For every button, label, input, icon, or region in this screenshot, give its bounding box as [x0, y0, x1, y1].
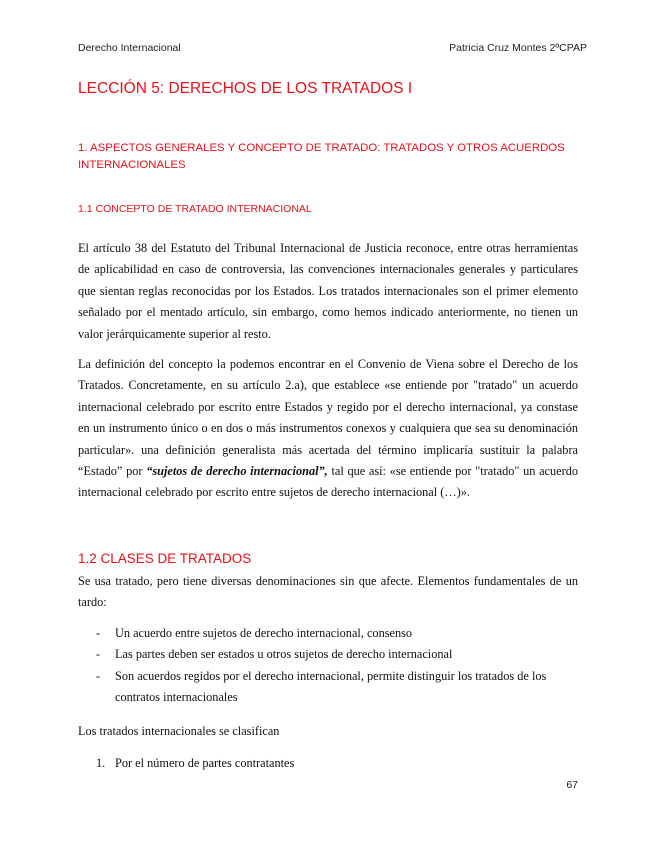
item-number: 1. [96, 756, 106, 770]
bullet-dash: - [96, 647, 101, 662]
running-header-author: Patricia Cruz Montes 2ºCPAP [449, 42, 587, 54]
bullet-dash: - [96, 668, 101, 683]
elements-list [78, 623, 578, 709]
running-header-course: Derecho Internacional [78, 42, 181, 54]
definition-emphasis: “sujetos de derecho internacional”, [146, 464, 328, 479]
lesson-title: LECCIÓN 5: DERECHOS DE LOS TRATADOS I [78, 80, 413, 97]
list-item [78, 666, 578, 709]
list-item-text: Un acuerdo entre sujetos de derecho internacional, consenso [115, 626, 413, 640]
list-item [78, 623, 578, 644]
numbered-item-text: Por el número de partes contratantes [115, 756, 295, 770]
page-number: 67 [566, 779, 578, 791]
classification-list [78, 753, 294, 774]
definition-text-a: La definición del concepto la podemos encontrar en el Convenio de Viena sobre el Derecho de los Tratados. Concretamente, en su artículo 2.a), que establece «se entiende por "tratado" un acuerdo internacional celebrado por escrito entre Estados y regido por el derecho internacional, ya constase en un instrumento único o en dos o más instrumentos conexos y cualquiera que sea su denominación particular». una definición generalista más acertada del término implicaría sustituir la palabra “Estado” por [78, 357, 578, 479]
paragraph-clases-intro: Se usa tratado, pero tiene diversas denominaciones sin que afecte. Elementos fundamentales de un tardo: [78, 574, 578, 610]
list-item-text: Son acuerdos regidos por el derecho internacional, permite distinguir los tratados de los contratos internacionales [115, 668, 547, 705]
subsection-heading-1-2: 1.2 CLASES DE TRATADOS [78, 551, 252, 566]
paragraph-article-38: El artículo 38 del Estatuto del Tribunal Internacional de Justicia reconoce, entre otras herramientas de aplicabilidad en caso de controversia, las convenciones internacionales generales y particulares que sientan reglas reconocidas por los Estados. Los tratados internacionales son el primer elemento señalado por el mentado artículo, sin embargo, como hemos indicado anteriormente, no tienen un valor jerárquicamente superior al resto. [78, 241, 578, 341]
paragraph-clasificacion: Los tratados internacionales se clasifican [78, 724, 280, 738]
bullet-dash: - [96, 626, 101, 640]
list-item [78, 644, 578, 665]
list-item-text: Las partes deben ser estados u otros sujetos de derecho internacional [115, 647, 453, 662]
definition-text-b: tal que así: «se entiende por "tratado" un acuerdo internacional celebrado por escrito entre sujetos de derecho internacional (…)». [78, 464, 578, 500]
subsection-heading-1-1: 1.1 CONCEPTO DE TRATADO INTERNACIONAL [78, 203, 312, 215]
section-heading-1: 1. ASPECTOS GENERALES Y CONCEPTO DE TRATADO: TRATADOS Y OTROS ACUERDOS INTERNACIONALES [78, 142, 565, 171]
numbered-item [78, 753, 294, 774]
paragraph-definition [78, 354, 578, 504]
